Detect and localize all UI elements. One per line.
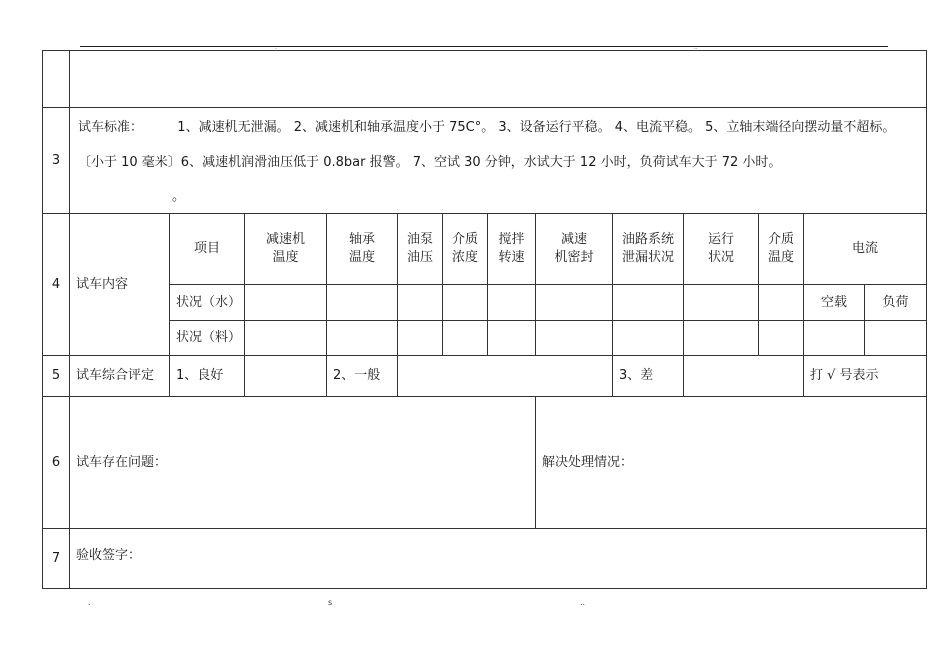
row-number: 7 bbox=[43, 529, 70, 589]
data-cell[interactable] bbox=[245, 321, 327, 356]
data-cell[interactable] bbox=[536, 285, 613, 321]
row-number: 4 bbox=[43, 214, 70, 356]
standards-label: 试车标准： bbox=[78, 120, 144, 135]
data-cell[interactable] bbox=[613, 321, 684, 356]
resolution-cell[interactable] bbox=[536, 397, 927, 529]
signature-row bbox=[43, 529, 927, 589]
option-good: 1、良好 bbox=[170, 356, 245, 397]
evaluation-label: 试车综合评定 bbox=[70, 356, 170, 397]
column-header: 减速机 温度 bbox=[245, 214, 327, 285]
data-cell[interactable] bbox=[443, 285, 488, 321]
status-material-row bbox=[43, 321, 927, 356]
item-header: 项目 bbox=[170, 214, 245, 285]
column-header: 运行 状况 bbox=[684, 214, 759, 285]
status-water-row bbox=[43, 285, 927, 321]
data-cell[interactable] bbox=[684, 321, 759, 356]
standards-row bbox=[43, 108, 927, 214]
column-header: 轴承 温度 bbox=[327, 214, 398, 285]
top-mark: .. bbox=[694, 44, 698, 51]
status-water-label: 状况（水） bbox=[170, 285, 245, 321]
test-run-form bbox=[42, 50, 927, 589]
signature-cell[interactable] bbox=[70, 529, 927, 589]
data-cell[interactable] bbox=[488, 285, 536, 321]
issues-row bbox=[43, 397, 927, 529]
standards-cell bbox=[70, 108, 927, 214]
check-cell-poor[interactable] bbox=[684, 356, 804, 397]
data-cell[interactable] bbox=[245, 285, 327, 321]
load-label: 负荷 bbox=[865, 285, 927, 321]
standards-text-1: 1、减速机无泄漏。 2、减速机和轴承温度小于 75C°。 3、设备运行平稳。 4、电流平稳。 5、立轴末端径向摆动量不超标。 bbox=[177, 120, 896, 135]
data-cell[interactable] bbox=[536, 321, 613, 356]
current-header: 电流 bbox=[804, 214, 927, 285]
row-number: 3 bbox=[43, 108, 70, 214]
content-header-row bbox=[43, 214, 927, 285]
column-header: 油路系统 泄漏状况 bbox=[613, 214, 684, 285]
check-cell-good[interactable] bbox=[245, 356, 327, 397]
data-cell[interactable] bbox=[684, 285, 759, 321]
problems-label: 试车存在问题： bbox=[76, 454, 168, 470]
data-cell[interactable] bbox=[759, 321, 804, 356]
footer-mark: .. bbox=[580, 598, 586, 607]
blank-row bbox=[43, 51, 927, 108]
data-cell[interactable] bbox=[398, 321, 443, 356]
check-cell-average[interactable] bbox=[398, 356, 613, 397]
standards-line-1 bbox=[78, 119, 895, 137]
status-material-label: 状况（料） bbox=[170, 321, 245, 356]
blank-cell bbox=[70, 51, 927, 108]
column-header: 油泵 油压 bbox=[398, 214, 443, 285]
footer-mark: s bbox=[328, 598, 333, 607]
option-average: 2、一般 bbox=[327, 356, 398, 397]
data-cell[interactable] bbox=[488, 321, 536, 356]
footer-mark: . bbox=[88, 598, 91, 607]
column-header: 介质 温度 bbox=[759, 214, 804, 285]
column-header: 搅拌 转速 bbox=[488, 214, 536, 285]
standards-line-3: 。 bbox=[172, 189, 186, 204]
data-cell[interactable] bbox=[327, 285, 398, 321]
row-number-cell bbox=[43, 51, 70, 108]
data-cell[interactable] bbox=[398, 285, 443, 321]
check-hint: 打 √ 号表示 bbox=[804, 356, 927, 397]
resolution-label: 解决处理情况： bbox=[542, 454, 634, 470]
data-cell[interactable] bbox=[804, 321, 865, 356]
option-poor: 3、差 bbox=[613, 356, 684, 397]
data-cell[interactable] bbox=[443, 321, 488, 356]
signature-label: 验收签字： bbox=[76, 548, 142, 563]
content-label: 试车内容 bbox=[70, 214, 170, 356]
evaluation-row bbox=[43, 356, 927, 397]
standards-line-2: 〔小于 10 毫米〕6、减速机润滑油压低于 0.8bar 报警。 7、空试 30 分钟，水试大于 12 小时，负荷试车大于 72 小时。 bbox=[78, 155, 782, 170]
data-cell[interactable] bbox=[613, 285, 684, 321]
data-cell[interactable] bbox=[865, 321, 927, 356]
data-cell[interactable] bbox=[327, 321, 398, 356]
top-rule bbox=[80, 46, 888, 47]
no-load-label: 空载 bbox=[804, 285, 865, 321]
row-number: 6 bbox=[43, 397, 70, 529]
data-cell[interactable] bbox=[759, 285, 804, 321]
row-number: 5 bbox=[43, 356, 70, 397]
column-header: 减速 机密封 bbox=[536, 214, 613, 285]
problems-cell[interactable] bbox=[70, 397, 536, 529]
column-header: 介质 浓度 bbox=[443, 214, 488, 285]
top-mark: . bbox=[275, 44, 277, 51]
